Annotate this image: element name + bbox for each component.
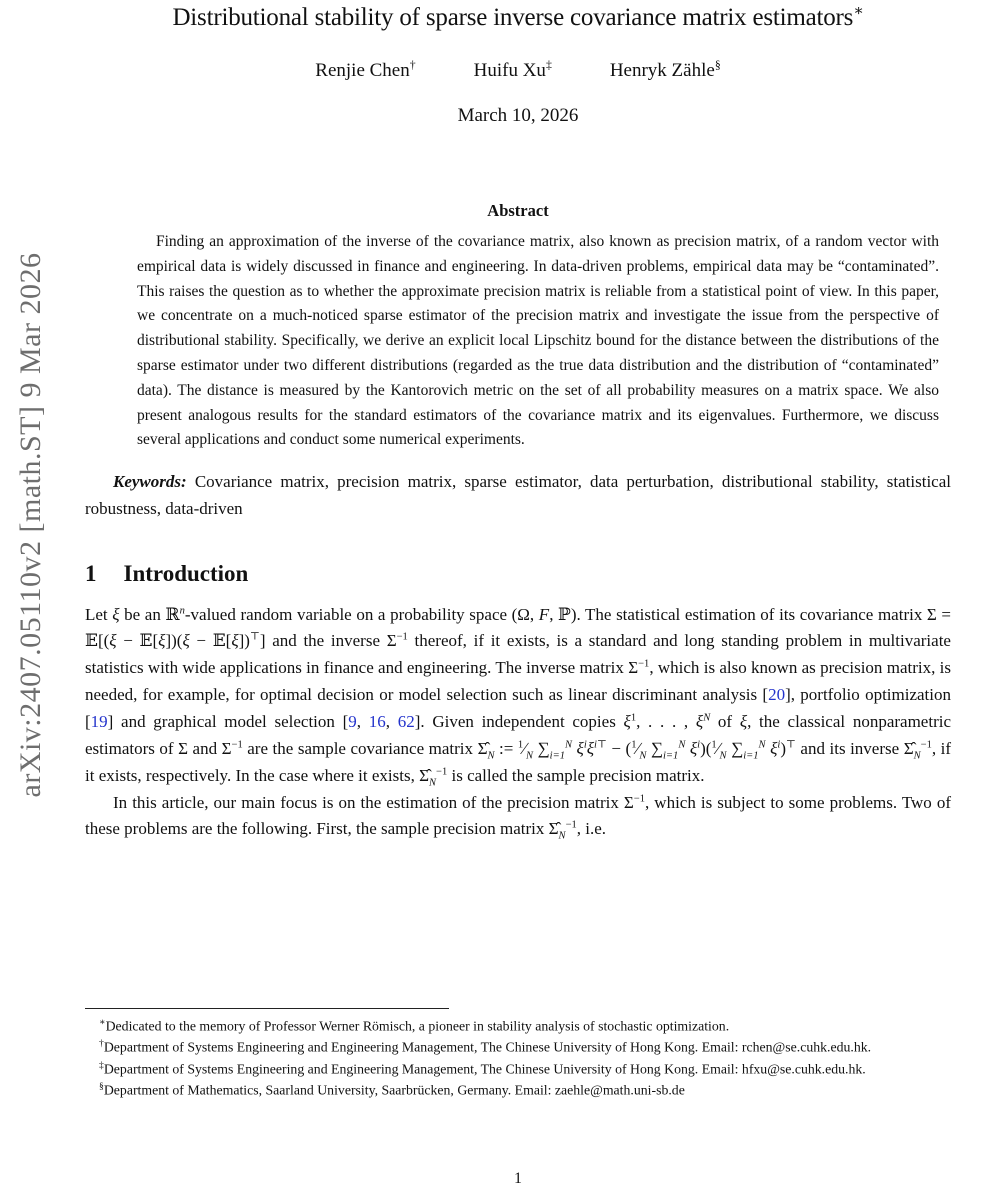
text-run: -valued random variable on a probability space (Ω,	[184, 604, 539, 624]
text-run: ∕	[716, 738, 720, 758]
text-run: − 𝔼[	[189, 631, 232, 651]
citation-link[interactable]: 62	[397, 711, 415, 731]
text-run: , ℙ). The statistical estimation of its covariance matrix Σ = 𝔼[(	[85, 604, 952, 651]
text-run: ∕	[636, 738, 640, 758]
text-run: Keywords:	[113, 472, 195, 492]
paper-content	[85, 0, 951, 843]
footnote-text: Department of Mathematics, Saarland University, Saarbrücken, Germany. Email: zaehle@math.uni-sb.de	[103, 1082, 685, 1098]
text-run: ∑	[726, 738, 744, 758]
text-run: Renjie Chen	[315, 60, 410, 81]
text-run: i=1	[743, 750, 759, 762]
text-run: Distributional stability of sparse inverse covariance matrix estimators	[172, 4, 854, 31]
intro-paragraph-2	[85, 790, 951, 844]
text-run: ξ	[623, 711, 631, 731]
intro-paragraph-1	[85, 602, 951, 790]
text-run: and its inverse	[795, 738, 904, 758]
footnote-text: Department of Systems Engineering and Engineering Management, The Chinese University of Hong Kong. Email: rchen@se.cuhk.edu.hk.	[103, 1039, 872, 1055]
text-run: is called the sample precision matrix.	[447, 765, 705, 785]
text-run: N	[639, 750, 647, 762]
text-run: ], portfolio optimization [	[85, 685, 951, 731]
section-number: 1	[85, 560, 97, 586]
text-run: N	[564, 739, 573, 751]
text-run: N	[719, 750, 727, 762]
text-run: −1	[396, 631, 408, 643]
text-run: ∗	[853, 2, 864, 20]
text-run: Σ̂	[477, 738, 488, 758]
text-run: n	[179, 604, 185, 616]
abstract-text: Finding an approximation of the inverse of the covariance matrix, also known as precision matrix, of a random vector with empirical data is widely discussed in finance and engineering. In data-driven problems, empirical data may be “contaminated”. This raises the question as to whether the approximate precision matrix is reliable from a statistical point of view. In this paper, we concentrate on a much-noticed sparse estimator of the precision matrix and investigate the issue from the perspective of distributional stability. Specifically, we derive an explicit local Lipschitz bound for the distance between the distributions of the sparse estimator under two different distributions (regarded as the true data distribution and the distribution of “contaminated” data). The distance is measured by the Kantorovich metric on the set of all probability measures on a matrix space. We also present analogous results for the standard estimators of the covariance matrix and its eigenvalues. Furthermore, we discuss several applications and conduct some numerical experiments.	[137, 233, 939, 449]
text-run: ] and the inverse Σ	[259, 631, 397, 651]
section-heading	[85, 561, 951, 587]
text-run: −1	[231, 739, 243, 751]
text-run: )(	[700, 738, 712, 758]
citation-link[interactable]: 19	[90, 711, 108, 731]
text-run: thereof, if it exists, is a standard and long standing problem in multivariate statistics with wide applications in finance and engineering. The inverse matrix Σ	[85, 631, 951, 678]
footnote	[85, 1080, 951, 1101]
footnote	[85, 1059, 951, 1080]
text-run: −1	[436, 766, 448, 778]
text-run: ξ	[586, 738, 595, 758]
text-run: ξ	[112, 604, 120, 624]
citation-link[interactable]: 9	[348, 711, 357, 731]
footnote-rule	[85, 1008, 449, 1009]
footnote-text: Department of Systems Engineering and Engineering Management, The Chinese University of Hong Kong. Email: hfxu@se.cuhk.edu.hk.	[103, 1061, 866, 1077]
text-run: Σ̂	[548, 819, 559, 839]
text-run: Σ̂	[419, 765, 429, 785]
paper-title	[85, 4, 951, 32]
text-run: N	[428, 777, 437, 789]
text-run: i=1	[549, 750, 565, 762]
text-run: ξ	[770, 738, 778, 758]
text-run: ])	[238, 631, 250, 651]
text-run: −1	[633, 792, 646, 804]
text-run: , the classical nonparametric estimators of Σ and Σ	[85, 711, 952, 758]
text-run: 1	[630, 712, 637, 724]
text-run: ξ	[109, 631, 117, 651]
text-run: ⊤	[785, 739, 796, 751]
text-run: be an ℝ	[119, 604, 180, 624]
text-run: ‡	[545, 58, 552, 72]
text-run: ,	[356, 711, 369, 731]
author	[315, 60, 415, 82]
text-run: of	[710, 711, 740, 731]
text-run: −1	[920, 739, 932, 751]
footnote-mark: §	[99, 1080, 104, 1092]
text-run: Huifu Xu	[473, 60, 546, 81]
text-run: 1	[517, 739, 524, 751]
page-number: 1	[514, 1170, 522, 1187]
text-run: In this article, our main focus is on the estimation of the precision matrix Σ	[113, 792, 634, 812]
text-run: ∕	[523, 738, 526, 758]
text-run: †	[409, 58, 416, 72]
text-run: ] and graphical model selection [	[107, 711, 349, 731]
text-run: ξ	[739, 711, 748, 731]
footnote	[85, 1016, 951, 1037]
keywords	[85, 468, 951, 522]
text-run: ξ	[182, 631, 190, 651]
text-run: N	[525, 750, 534, 762]
abstract-heading: Abstract	[487, 201, 549, 220]
text-run: N	[558, 830, 566, 842]
text-run: ξ	[695, 711, 704, 731]
text-run: ξ	[231, 631, 239, 651]
section-title: Introduction	[123, 560, 249, 586]
citation-link[interactable]: 16	[368, 711, 386, 731]
text-run: ]. Given independent copies	[414, 711, 624, 731]
text-run: N	[758, 739, 766, 751]
text-run: Σ̂	[903, 738, 914, 758]
text-run: ⊤	[249, 631, 260, 643]
text-run: ξ	[576, 738, 584, 758]
author-list	[85, 60, 951, 82]
text-run: −1	[565, 819, 577, 831]
text-run: , . . . ,	[636, 711, 696, 731]
footnote-text: Dedicated to the memory of Professor Werner Römisch, a pioneer in stability analysis of stochastic optimization.	[105, 1018, 730, 1034]
text-run: ])(	[165, 631, 183, 651]
text-run: N	[913, 750, 921, 762]
text-run: Covariance matrix, precision matrix, sparse estimator, data perturbation, distributional stability, statistical robustness, data-driven	[85, 472, 951, 519]
text-run: ∑	[646, 738, 663, 758]
citation-link[interactable]: 20	[768, 685, 786, 705]
text-run: i	[777, 739, 781, 751]
footnote	[85, 1037, 951, 1058]
text-run: Henryk Zähle	[609, 60, 715, 81]
arxiv-watermark: arXiv:2407.05110v2 [math.ST] 9 Mar 2026	[14, 252, 47, 798]
text-run: N	[678, 739, 686, 751]
text-run: ξ	[689, 738, 698, 758]
text-run: )	[780, 738, 786, 758]
text-run: i=1	[663, 750, 679, 762]
text-run: − 𝔼[	[116, 631, 159, 651]
footnote-mark: ‡	[99, 1059, 104, 1071]
text-run: :=	[494, 738, 518, 758]
text-run: , which is subject to some problems. Two of these problems are the following. First, the sample precision matrix	[85, 792, 952, 839]
text-run: N	[487, 750, 495, 762]
author	[610, 60, 721, 82]
text-run: , which is also known as precision matrix, is needed, for example, for optimal decision or model selection such as linear discriminant analysis [	[85, 658, 951, 705]
text-run: are the sample covariance matrix	[242, 738, 478, 758]
author	[474, 60, 552, 82]
text-run: Let	[85, 604, 113, 624]
text-run: §	[714, 58, 721, 72]
text-run: , if it exists, respectively. In the case where it exists,	[85, 738, 952, 785]
text-run: , i.e.	[576, 819, 607, 839]
text-run: 1	[631, 739, 637, 751]
footnote-mark: †	[99, 1038, 104, 1050]
text-run: ξ	[158, 631, 166, 651]
footnote-mark: ∗	[99, 1017, 106, 1028]
text-run: F	[538, 604, 550, 624]
text-run: i⊤	[594, 739, 607, 751]
paper-date: March 10, 2026	[457, 105, 579, 126]
text-run: ,	[385, 711, 398, 731]
text-run: i	[697, 739, 701, 751]
text-run: − (	[606, 738, 632, 758]
text-run: N	[703, 712, 711, 724]
text-run: i	[583, 739, 587, 751]
text-run: ∑	[533, 738, 550, 758]
text-run: −1	[638, 658, 650, 670]
text-run: 1	[711, 739, 717, 751]
